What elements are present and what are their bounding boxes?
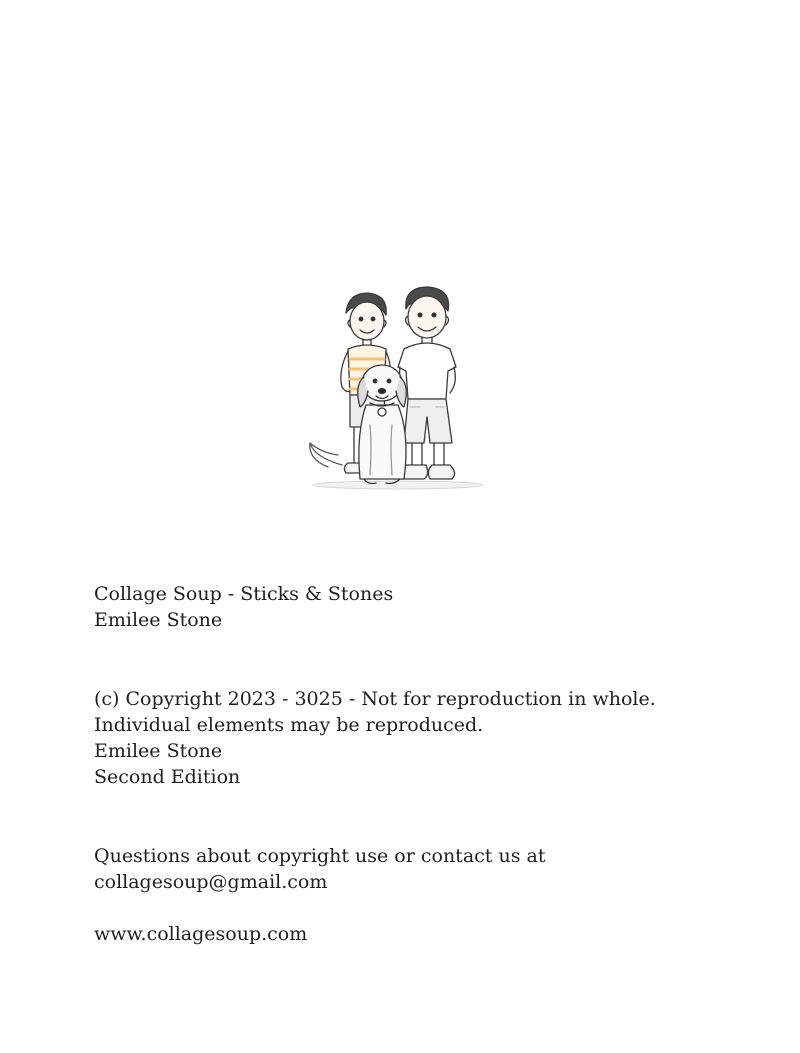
copyright-notice: (c) Copyright 2023 - 3025 - Not for reproduction in whole. [94, 688, 656, 710]
contact-block [94, 843, 545, 895]
right-boy-figure [398, 287, 456, 479]
contact-email: collagesoup@gmail.com [94, 871, 328, 893]
edition-label: Second Edition [94, 766, 241, 788]
website-url: www.collagesoup.com [94, 923, 308, 945]
author-name: Emilee Stone [94, 609, 223, 631]
book-title: Collage Soup - Sticks & Stones [94, 583, 394, 605]
contact-prompt: Questions about copyright use or contact us at [94, 845, 546, 867]
boys-and-dog-illustration [280, 275, 515, 510]
reproduction-note: Individual elements may be reproduced. [94, 714, 484, 736]
title-block [94, 581, 393, 633]
copyright-author: Emilee Stone [94, 740, 223, 762]
copyright-block [94, 686, 656, 790]
website-block [94, 921, 307, 947]
